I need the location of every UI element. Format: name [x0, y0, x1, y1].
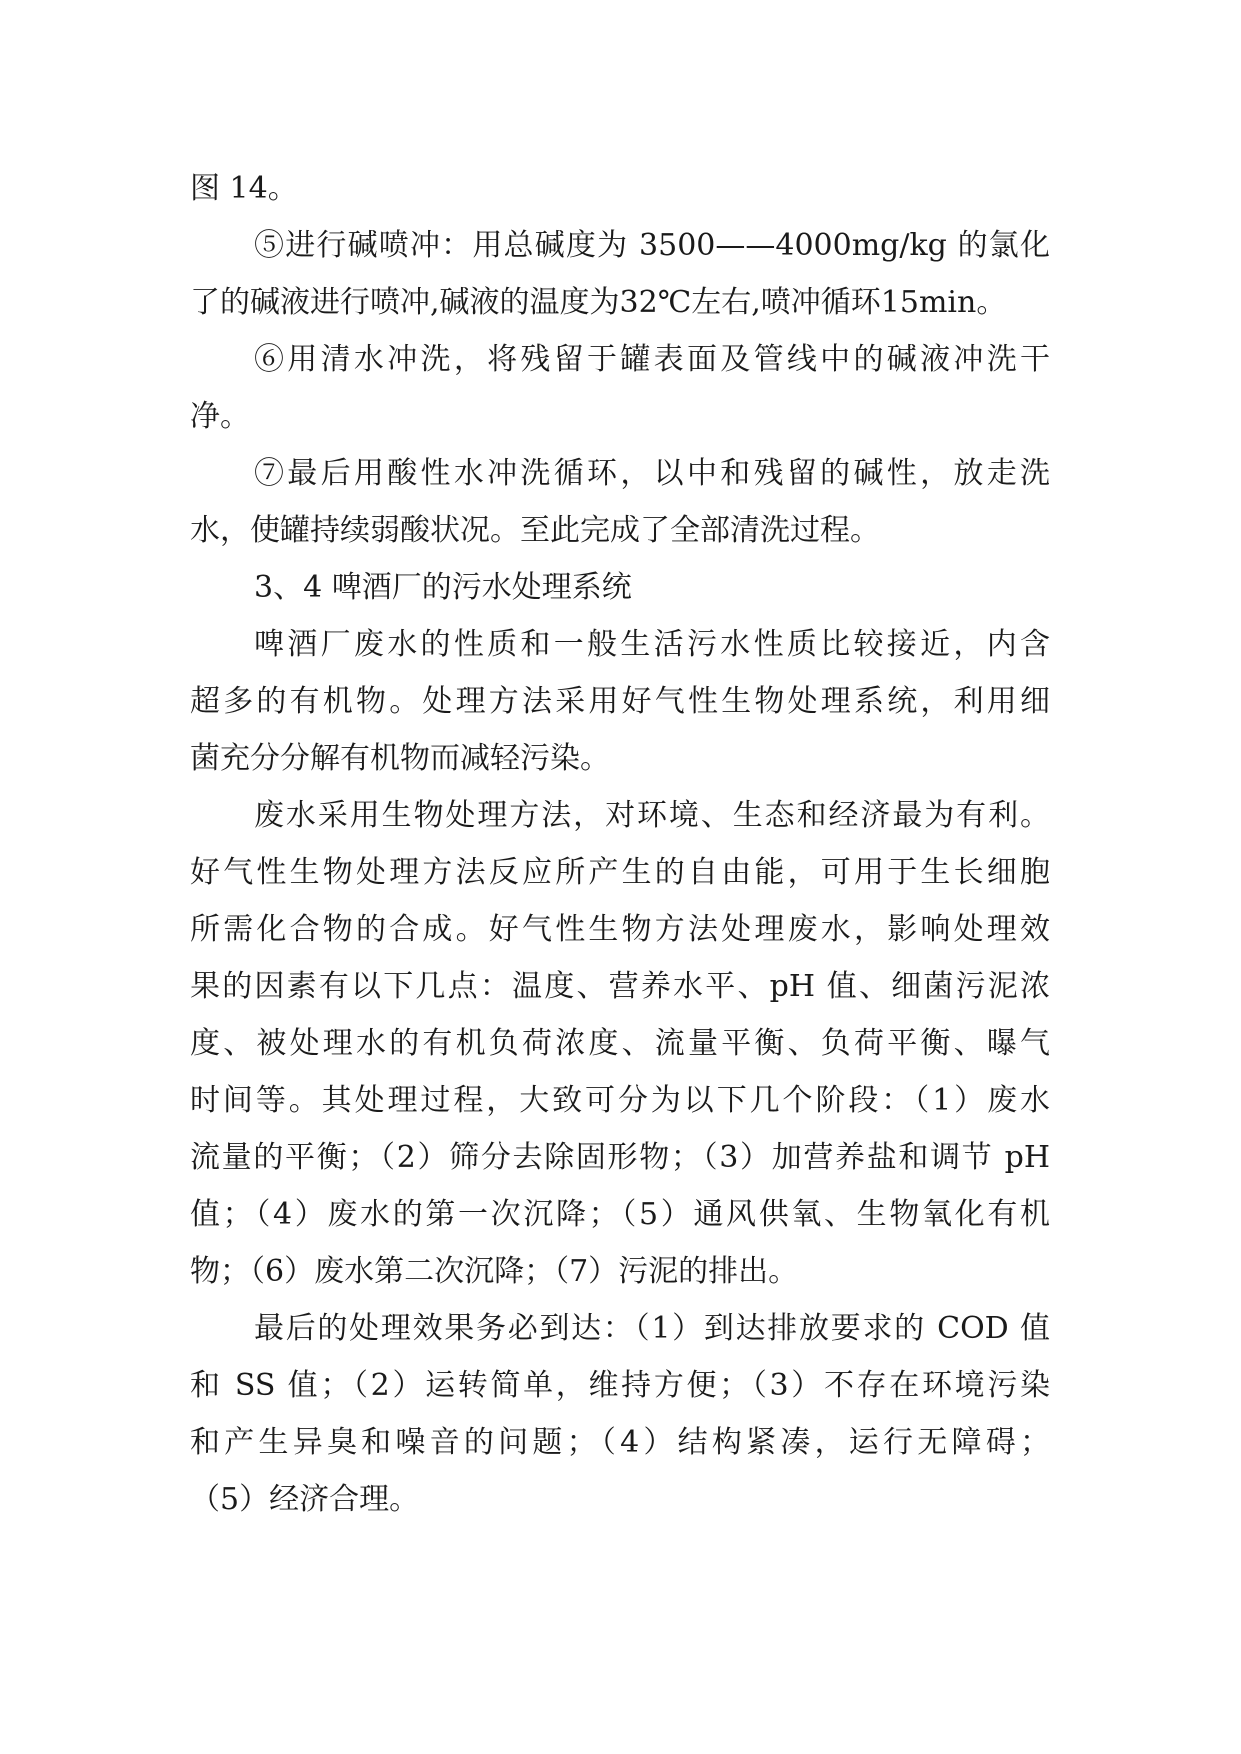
paragraph-bio-treatment-line-4: 果的因素有以下几点：温度、营养水平、pH 值、细菌污泥浓	[190, 969, 1050, 1004]
paragraph-bio-treatment-line-9: 物；（6）废水第二次沉降；（7）污泥的排出。	[190, 1254, 799, 1289]
paragraph-final-effect-line-4: （5）经济合理。	[190, 1482, 420, 1517]
paragraph-bio-treatment-line-7: 流量的平衡；（2）筛分去除固形物；（3）加营养盐和调节 pH	[190, 1140, 1050, 1175]
paragraph-final-effect-line-2: 和 SS 值；（2）运转简单，维持方便；（3）不存在环境污染	[190, 1368, 1050, 1403]
paragraph-final-effect-line-3: 和产生异臭和噪音的问题；（4）结构紧凑，运行无障碍；	[190, 1425, 1050, 1460]
section-heading: 3、4 啤酒厂的污水处理系统	[254, 570, 632, 605]
paragraph-wastewater-nature-line-2: 超多的有机物。处理方法采用好气性生物处理系统，利用细	[190, 684, 1050, 719]
paragraph-acid-rinse-line-2: 水，使罐持续弱酸状况。至此完成了全部清洗过程。	[190, 513, 880, 548]
paragraph-bio-treatment-line-1: 废水采用生物处理方法，对环境、生态和经济最为有利。	[254, 798, 1050, 833]
paragraph-bio-treatment-line-6: 时间等。其处理过程，大致可分为以下几个阶段：（1）废水	[190, 1083, 1050, 1118]
paragraph-water-rinse-line-1: ⑥用清水冲洗，将残留于罐表面及管线中的碱液冲洗干	[254, 342, 1050, 377]
paragraph-alkali-spray-line-1: ⑤进行碱喷冲：用总碱度为 3500——4000mg/kg 的氯化	[254, 228, 1050, 263]
paragraph-wastewater-nature-line-1: 啤酒厂废水的性质和一般生活污水性质比较接近，内含	[254, 627, 1050, 662]
paragraph-bio-treatment-line-8: 值；（4）废水的第一次沉降；（5）通风供氧、生物氧化有机	[190, 1197, 1050, 1232]
paragraph-bio-treatment-line-5: 度、被处理水的有机负荷浓度、流量平衡、负荷平衡、曝气	[190, 1026, 1050, 1061]
paragraph-alkali-spray-line-2: 了的碱液进行喷冲,碱液的温度为32℃左右,喷冲循环15min。	[190, 285, 1007, 320]
paragraph-final-effect-line-1: 最后的处理效果务必到达：（1）到达排放要求的 COD 值	[254, 1311, 1050, 1346]
paragraph-acid-rinse-line-1: ⑦最后用酸性水冲洗循环，以中和残留的碱性，放走洗	[254, 456, 1050, 491]
paragraph-bio-treatment-line-2: 好气性生物处理方法反应所产生的自由能，可用于生长细胞	[190, 855, 1050, 890]
paragraph-water-rinse-line-2: 净。	[190, 399, 250, 434]
paragraph-fig14-line-1: 图 14。	[190, 171, 298, 206]
body-text	[190, 160, 1050, 1528]
paragraph-bio-treatment-line-3: 所需化合物的合成。好气性生物方法处理废水，影响处理效	[190, 912, 1050, 947]
paragraph-wastewater-nature-line-3: 菌充分分解有机物而减轻污染。	[190, 741, 610, 776]
